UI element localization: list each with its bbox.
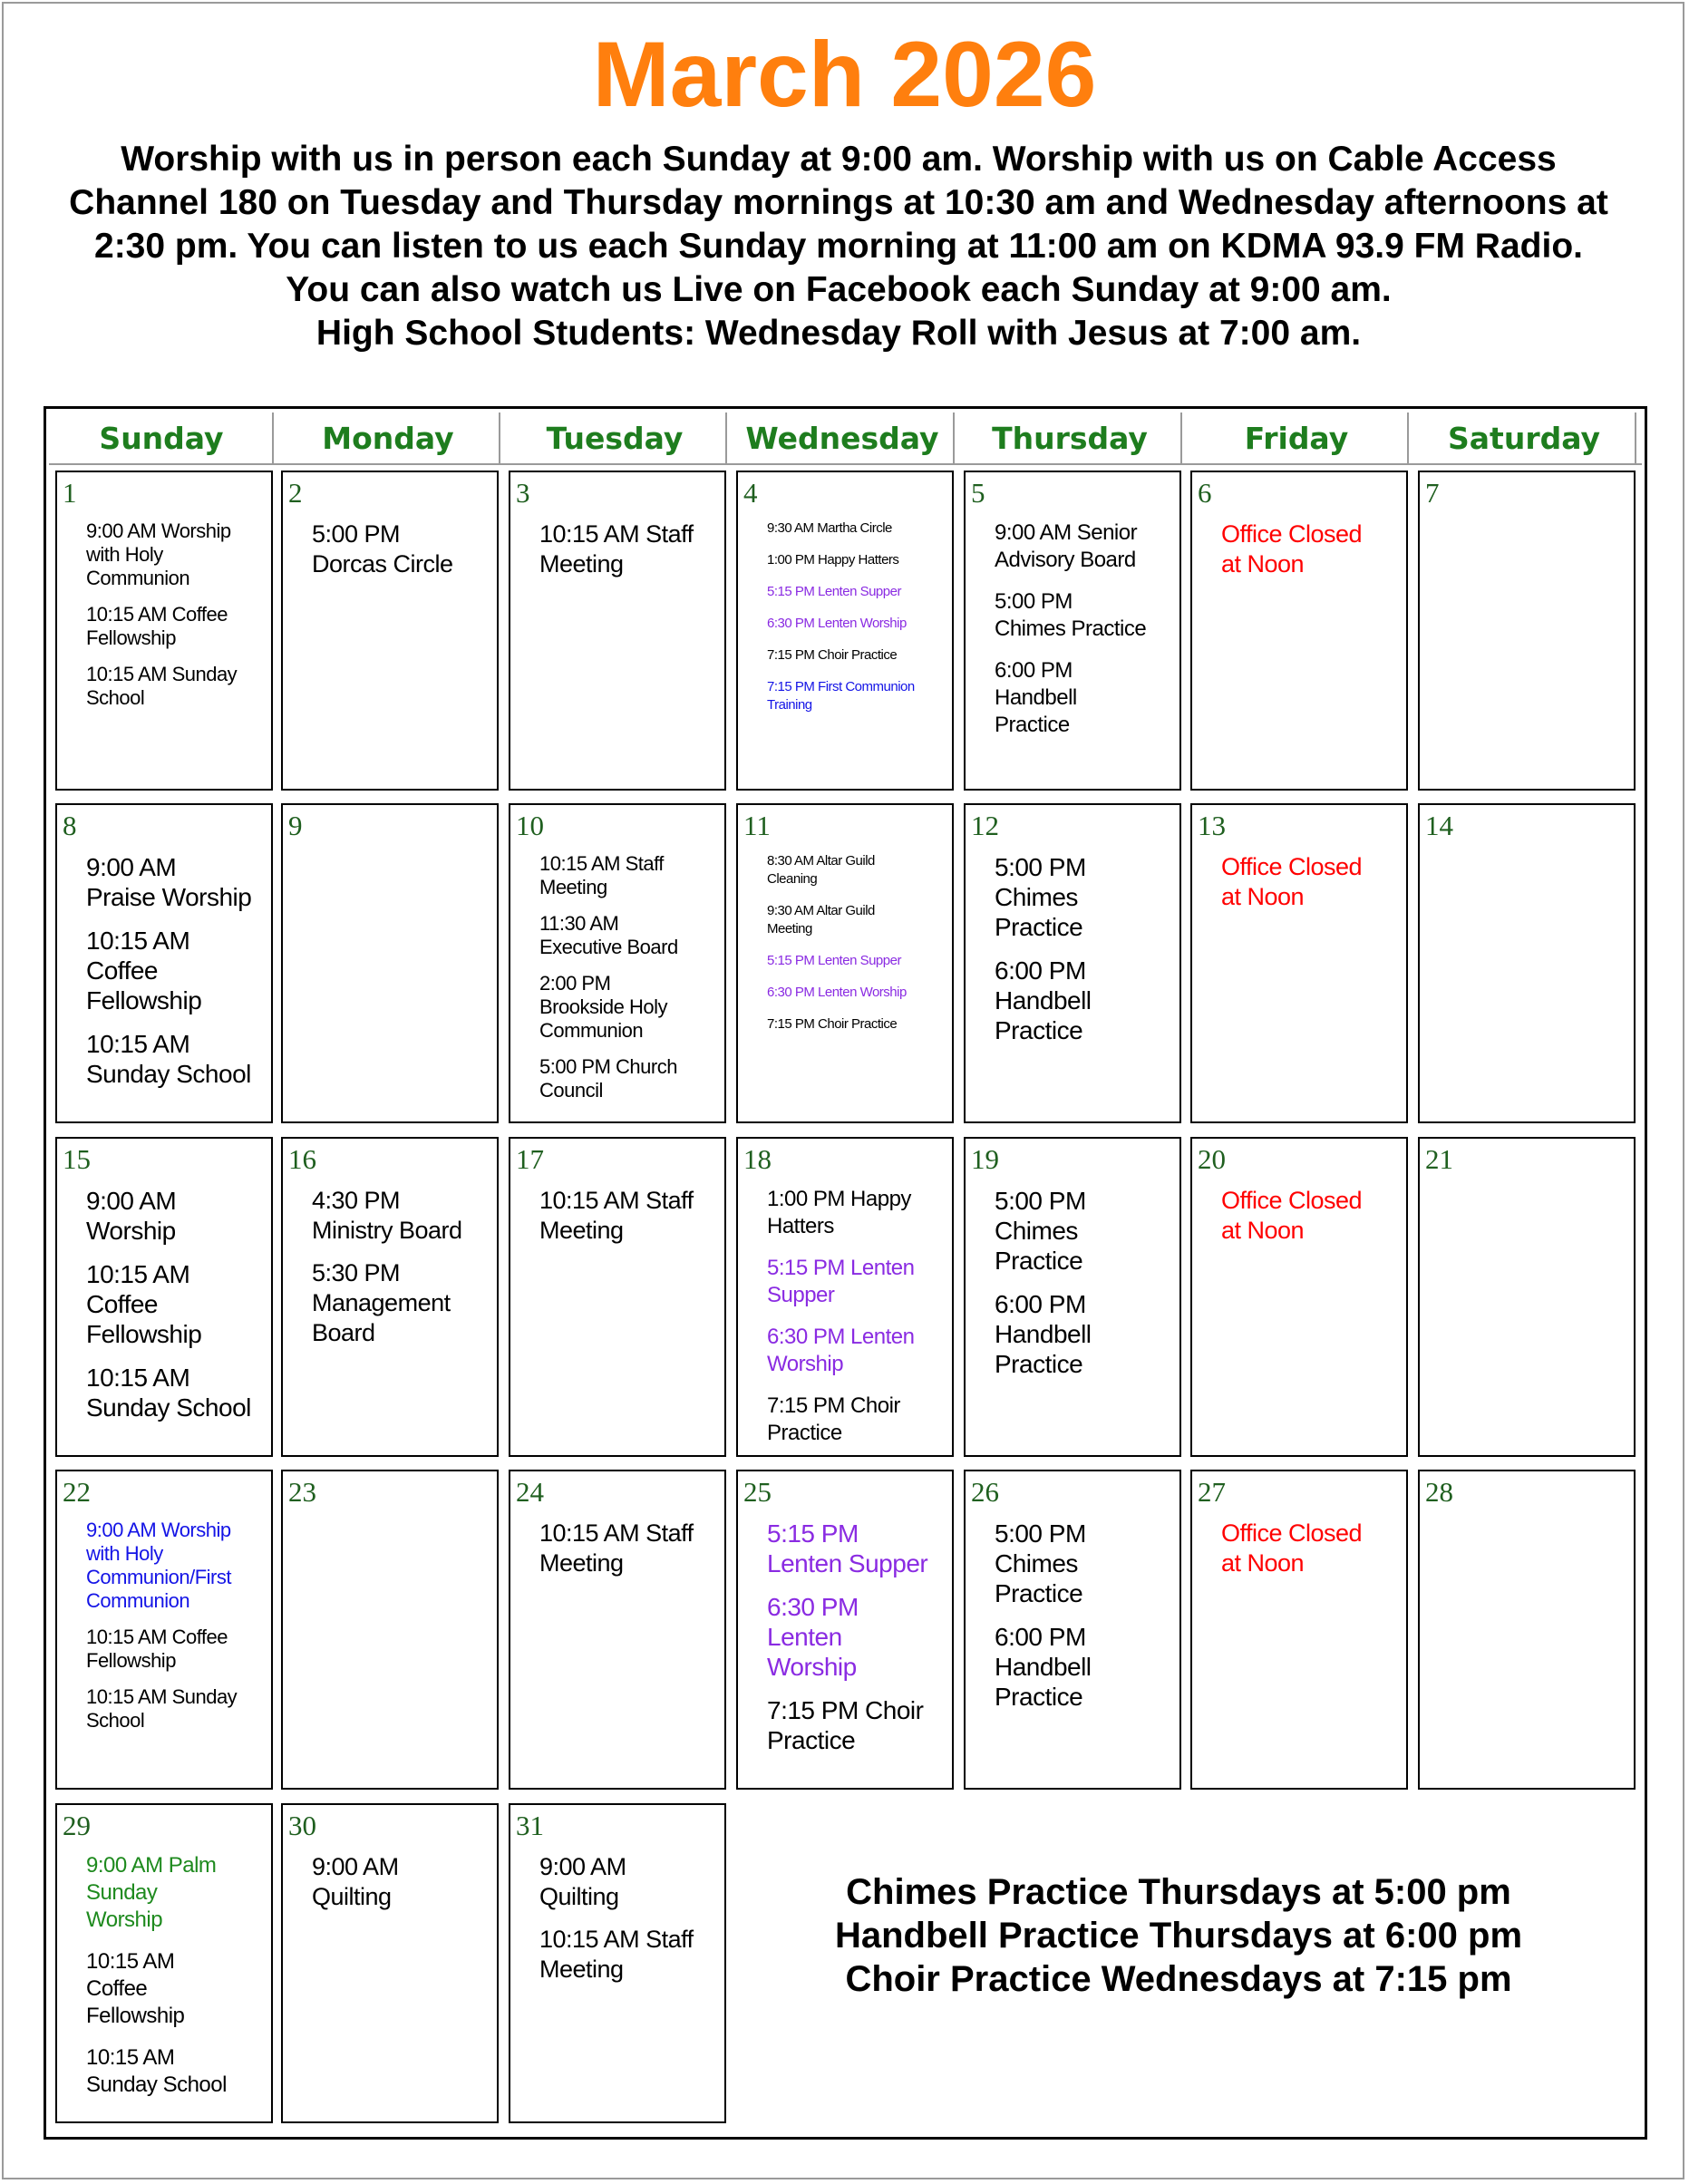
calendar-event: 9:00 AM Worship with Holy Communion	[86, 519, 231, 589]
day-number: 17	[516, 1143, 544, 1175]
calendar-event: 7:15 PM Choir Practice	[767, 1393, 900, 1445]
calendar-event: 10:15 AM Staff Meeting	[539, 1187, 694, 1244]
calendar-event: 10:15 AM Staff Meeting	[539, 1519, 694, 1577]
day-events	[539, 519, 719, 592]
day-events	[312, 1852, 491, 1925]
weekday-header-saturday: Saturday	[1413, 413, 1636, 464]
day-cell[interactable]	[736, 1470, 954, 1790]
service-info-line: You can also watch us Live on Facebook each Sunday at 9:00 am.	[286, 270, 1392, 309]
day-events	[86, 852, 266, 1102]
day-cell[interactable]	[964, 803, 1181, 1123]
calendar-event: 10:15 AM Staff Meeting	[539, 1926, 694, 1983]
day-events	[539, 1186, 719, 1258]
day-number: 28	[1425, 1476, 1453, 1508]
calendar-event: 5:00 PM Dorcas Circle	[312, 520, 453, 578]
calendar-event: 7:15 PM First Communion Training	[767, 679, 915, 713]
day-number: 22	[63, 1476, 91, 1508]
service-info	[36, 138, 1641, 355]
calendar-event: 10:15 AM Coffee Fellowship	[86, 1626, 228, 1672]
day-number: 4	[743, 477, 758, 509]
calendar-event: 9:00 AM Senior Advisory Board	[995, 520, 1138, 572]
day-events	[539, 852, 719, 1115]
day-number: 14	[1425, 810, 1453, 841]
day-number: 12	[971, 810, 999, 841]
day-cell[interactable]	[55, 471, 273, 791]
calendar-event: 9:00 AM Praise Worship	[86, 853, 252, 911]
day-cell[interactable]	[1190, 1137, 1408, 1457]
day-events	[767, 852, 946, 1047]
day-number: 3	[516, 477, 530, 509]
day-cell[interactable]	[1418, 1137, 1636, 1457]
day-number: 26	[971, 1476, 999, 1508]
day-number: 13	[1198, 810, 1226, 841]
day-events	[1221, 519, 1401, 592]
calendar-event: 6:30 PM Lenten Worship	[767, 1593, 859, 1681]
service-info-line: Worship with us in person each Sunday at 9:00 am. Worship with us on Cable Access	[121, 140, 1557, 179]
service-info-line: 2:30 pm. You can listen to us each Sunday morning at 11:00 am on KDMA 93.9 FM Radio.	[94, 227, 1583, 266]
day-number: 9	[288, 810, 303, 841]
calendar-event: 2:00 PM Brookside Holy Communion	[539, 972, 667, 1042]
calendar-event: 5:15 PM Lenten Supper	[767, 1256, 915, 1307]
day-events	[86, 1519, 266, 1745]
day-cell[interactable]	[509, 1137, 726, 1457]
day-cell[interactable]	[964, 1137, 1181, 1457]
day-cell[interactable]	[281, 471, 499, 791]
day-events	[995, 852, 1174, 1059]
calendar-event: 6:30 PM Lenten Worship	[767, 616, 907, 631]
calendar-event: Office Closed at Noon	[1221, 520, 1363, 578]
header-divider	[49, 463, 1642, 465]
day-number: 27	[1198, 1476, 1226, 1508]
calendar-event: 9:30 AM Altar Guild Meeting	[767, 903, 875, 937]
calendar-event: 7:15 PM Choir Practice	[767, 647, 898, 663]
weekday-header-tuesday: Tuesday	[504, 413, 727, 464]
day-cell[interactable]	[509, 1803, 726, 2123]
day-events	[312, 519, 491, 592]
calendar-event: 10:15 AM Coffee Fellowship	[86, 1260, 202, 1348]
day-number: 23	[288, 1476, 316, 1508]
day-events	[995, 1519, 1174, 1725]
day-cell[interactable]	[1190, 471, 1408, 791]
practice-schedule	[752, 1870, 1605, 2001]
calendar-event: 9:00 AM Quilting	[539, 1853, 626, 1910]
day-events	[995, 1186, 1174, 1393]
day-events	[86, 519, 266, 723]
day-cell[interactable]	[509, 471, 726, 791]
day-number: 1	[63, 477, 77, 509]
day-events	[995, 519, 1174, 753]
calendar-event: 5:15 PM Lenten Supper	[767, 1519, 928, 1577]
day-events	[312, 1186, 491, 1361]
calendar-event: 10:15 AM Sunday School	[86, 663, 238, 709]
day-cell[interactable]	[55, 1803, 273, 2123]
calendar-event: 9:00 AM Palm Sunday Worship	[86, 1853, 217, 1932]
day-cell[interactable]	[55, 1137, 273, 1457]
day-number: 30	[288, 1810, 316, 1841]
calendar-event: 7:15 PM Choir Practice	[767, 1016, 898, 1032]
day-events	[86, 1186, 266, 1436]
day-cell[interactable]	[1418, 803, 1636, 1123]
day-cell[interactable]	[1190, 1470, 1408, 1790]
day-number: 29	[63, 1810, 91, 1841]
day-cell[interactable]	[1418, 1470, 1636, 1790]
day-events	[767, 1519, 946, 1769]
day-number: 16	[288, 1143, 316, 1175]
calendar-event: 6:00 PM Handbell Practice	[995, 1623, 1092, 1711]
day-events	[767, 519, 946, 728]
calendar-event: 7:15 PM Choir Practice	[767, 1696, 924, 1754]
day-cell[interactable]	[736, 803, 954, 1123]
calendar-title: March 2026	[592, 23, 1097, 126]
calendar-event: 1:00 PM Happy Hatters	[767, 552, 899, 568]
day-number: 10	[516, 810, 544, 841]
day-number: 7	[1425, 477, 1440, 509]
calendar-event: 10:15 AM Coffee Fellowship	[86, 603, 228, 649]
calendar-event: 6:00 PM Handbell Practice	[995, 1290, 1092, 1378]
calendar-event: 10:15 AM Sunday School	[86, 1685, 238, 1732]
calendar-event: 9:00 AM Worship with Holy Communion/First Communion	[86, 1519, 231, 1612]
day-cell[interactable]	[281, 803, 499, 1123]
calendar-event: 5:00 PM Chimes Practice	[995, 589, 1147, 641]
weekday-header-sunday: Sunday	[51, 413, 274, 464]
day-cell[interactable]	[736, 471, 954, 791]
calendar-event: 10:15 AM Staff Meeting	[539, 852, 664, 898]
day-events	[539, 1519, 719, 1591]
day-events	[1221, 1519, 1401, 1591]
day-cell[interactable]	[281, 1803, 499, 2123]
calendar-event: 4:30 PM Ministry Board	[312, 1187, 462, 1244]
day-number: 19	[971, 1143, 999, 1175]
day-cell[interactable]	[509, 803, 726, 1123]
day-number: 21	[1425, 1143, 1453, 1175]
calendar-event: 5:15 PM Lenten Supper	[767, 953, 901, 968]
weekday-header-thursday: Thursday	[959, 413, 1182, 464]
day-number: 5	[971, 477, 985, 509]
day-cell[interactable]	[964, 1470, 1181, 1790]
calendar-event: Office Closed at Noon	[1221, 853, 1363, 910]
calendar-event: 9:30 AM Martha Circle	[767, 520, 892, 536]
calendar-event: 5:00 PM Chimes Practice	[995, 1187, 1086, 1275]
day-cell[interactable]	[736, 1137, 954, 1457]
day-number: 20	[1198, 1143, 1226, 1175]
day-number: 15	[63, 1143, 91, 1175]
calendar-event: 5:00 PM Chimes Practice	[995, 853, 1086, 941]
day-number: 11	[743, 810, 771, 841]
calendar-event: Office Closed at Noon	[1221, 1187, 1363, 1244]
calendar-event: 10:15 AM Coffee Fellowship	[86, 1949, 185, 2028]
day-cell[interactable]	[55, 1470, 273, 1790]
calendar-event: 10:15 AM Sunday School	[86, 1030, 251, 1088]
day-cell[interactable]	[1418, 471, 1636, 791]
service-info-line: High School Students: Wednesday Roll with Jesus at 7:00 am.	[315, 314, 1362, 353]
calendar-event: 11:30 AM Executive Board	[539, 912, 678, 958]
day-events	[1221, 852, 1401, 925]
day-events	[86, 1852, 266, 2113]
day-number: 6	[1198, 477, 1212, 509]
day-cell[interactable]	[281, 1137, 499, 1457]
weekday-header-friday: Friday	[1186, 413, 1409, 464]
practice-note: Handbell Practice Thursdays at 6:00 pm	[834, 1916, 1523, 1956]
service-info-line: Channel 180 on Tuesday and Thursday mornings at 10:30 am and Wednesday afternoons at	[69, 183, 1608, 222]
calendar-event: 9:00 AM Worship	[86, 1187, 177, 1245]
calendar-event: 10:15 AM Sunday School	[86, 1364, 251, 1422]
calendar-event: 10:15 AM Sunday School	[86, 2045, 227, 2097]
calendar-event: 5:30 PM Management Board	[312, 1259, 451, 1346]
calendar-event: 1:00 PM Happy Hatters	[767, 1187, 911, 1238]
day-events	[767, 1186, 946, 1457]
day-cell[interactable]	[281, 1470, 499, 1790]
calendar-event: 10:15 AM Staff Meeting	[539, 520, 694, 578]
practice-note: Choir Practice Wednesdays at 7:15 pm	[845, 1959, 1512, 1999]
calendar-event: 5:00 PM Church Council	[539, 1055, 677, 1102]
day-number: 18	[743, 1143, 772, 1175]
day-cell[interactable]	[964, 471, 1181, 791]
day-cell[interactable]	[509, 1470, 726, 1790]
day-number: 31	[516, 1810, 544, 1841]
calendar-event: 6:00 PM Handbell Practice	[995, 956, 1092, 1044]
day-number: 2	[288, 477, 303, 509]
day-number: 25	[743, 1476, 772, 1508]
calendar-event: 6:30 PM Lenten Worship	[767, 1325, 915, 1376]
calendar-event: 8:30 AM Altar Guild Cleaning	[767, 853, 875, 887]
day-events	[1221, 1186, 1401, 1258]
calendar-event: 6:00 PM Handbell Practice	[995, 658, 1077, 737]
calendar-event: Office Closed at Noon	[1221, 1519, 1363, 1577]
day-number: 24	[516, 1476, 544, 1508]
calendar-event: 5:00 PM Chimes Practice	[995, 1519, 1086, 1607]
weekday-header-monday: Monday	[277, 413, 500, 464]
calendar-event: 6:30 PM Lenten Worship	[767, 985, 907, 1000]
calendar-event: 9:00 AM Quilting	[312, 1853, 399, 1910]
day-number: 8	[63, 810, 77, 841]
weekday-header-wednesday: Wednesday	[732, 413, 955, 464]
calendar-event: 10:15 AM Coffee Fellowship	[86, 927, 202, 1014]
day-cell[interactable]	[55, 803, 273, 1123]
calendar-event: 5:15 PM Lenten Supper	[767, 584, 901, 599]
day-cell[interactable]	[1190, 803, 1408, 1123]
practice-note: Chimes Practice Thursdays at 5:00 pm	[846, 1872, 1511, 1912]
day-events	[539, 1852, 719, 1997]
